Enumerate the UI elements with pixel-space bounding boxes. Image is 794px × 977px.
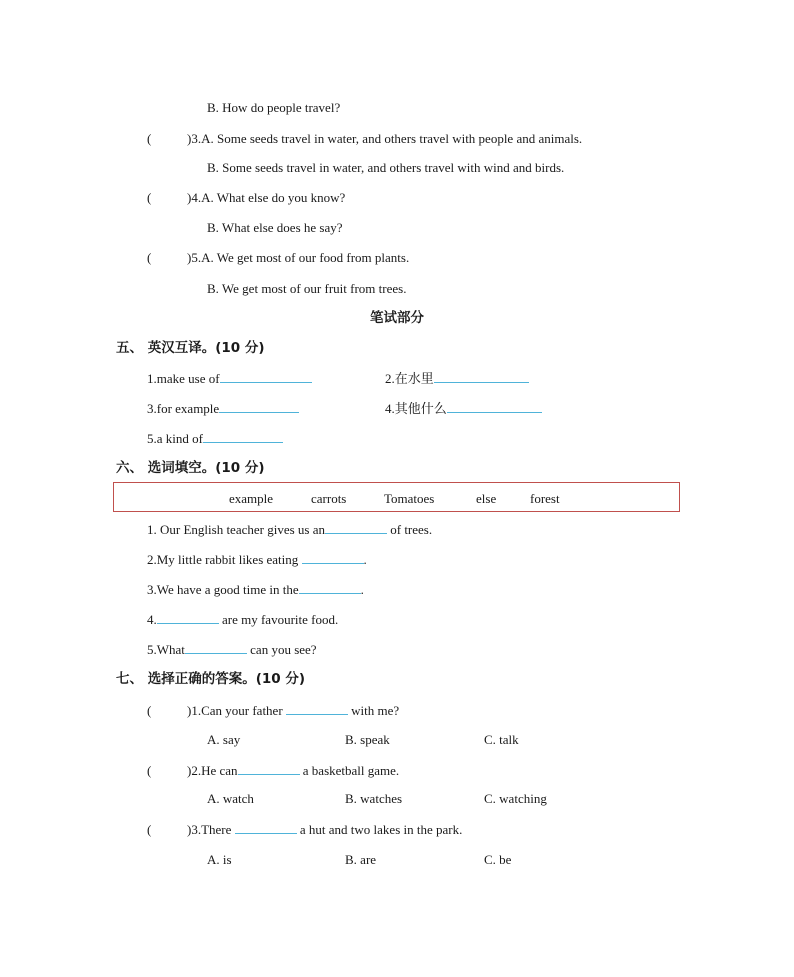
word-bank-item: example <box>229 491 274 506</box>
section7-q3: ( )3.There a hut and two lakes in the park. <box>147 822 463 837</box>
answer-paren[interactable]: ( <box>147 131 152 146</box>
answer-blank[interactable] <box>157 611 219 624</box>
section7-q1: ( )1.Can your father with me? <box>147 703 400 718</box>
section6-q1: 1. Our English teacher gives us an of trees. <box>147 522 433 537</box>
option-b[interactable]: B. are <box>345 852 377 867</box>
answer-blank[interactable] <box>302 551 364 564</box>
answer-paren[interactable]: ( <box>147 250 152 265</box>
section6-q4: 4. are my favourite food. <box>147 612 339 627</box>
answer-blank[interactable] <box>220 370 312 383</box>
listen-q4-option-b: B. What else does he say? <box>207 220 343 235</box>
word-bank-item: else <box>476 491 497 506</box>
listen-q3-option-b: B. Some seeds travel in water, and others travel with wind and birds. <box>207 160 565 175</box>
section5-heading: 五、 英汉互译。(10 分) <box>116 340 265 356</box>
answer-blank[interactable] <box>299 581 361 594</box>
answer-blank[interactable] <box>203 430 283 443</box>
section6-q2: 2.My little rabbit likes eating . <box>147 552 367 567</box>
section5-item-1: 1.make use of <box>147 370 312 387</box>
option-c[interactable]: C. be <box>484 852 512 867</box>
listen-q5-option-b: B. We get most of our fruit from trees. <box>207 281 407 296</box>
answer-blank[interactable] <box>238 762 300 775</box>
option-a[interactable]: A. watch <box>207 791 254 806</box>
answer-blank[interactable] <box>235 821 297 834</box>
section5-item-3: 3.for example <box>147 400 299 417</box>
listen-q4: ( )4.A. What else do you know? <box>147 190 346 205</box>
answer-blank[interactable] <box>219 400 299 413</box>
answer-paren[interactable]: ( <box>147 763 152 778</box>
section7-heading: 七、 选择正确的答案。(10 分) <box>116 671 306 687</box>
word-bank-item: carrots <box>311 491 347 506</box>
answer-paren[interactable]: ( <box>147 190 152 205</box>
section7-q2: ( )2.He can a basketball game. <box>147 763 400 778</box>
section6-heading: 六、 选词填空。(10 分) <box>116 460 265 476</box>
word-bank-item: Tomatoes <box>384 491 435 506</box>
listen-q3: ( )3.A. Some seeds travel in water, and others travel with people and animals. <box>147 131 583 146</box>
answer-paren[interactable]: ( <box>147 703 152 718</box>
answer-blank[interactable] <box>325 521 387 534</box>
option-a[interactable]: A. say <box>207 732 241 747</box>
listen-q2-option-b: B. How do people travel? <box>207 100 341 115</box>
option-a[interactable]: A. is <box>207 852 232 867</box>
section5-item-4: 4.其他什么 <box>385 400 542 417</box>
option-b[interactable]: B. watches <box>345 791 403 806</box>
option-b[interactable]: B. speak <box>345 732 390 747</box>
option-c[interactable]: C. watching <box>484 791 547 806</box>
listen-q5: ( )5.A. We get most of our food from plants. <box>147 250 410 265</box>
option-c[interactable]: C. talk <box>484 732 519 747</box>
answer-blank[interactable] <box>185 641 247 654</box>
section6-q5: 5.What can you see? <box>147 642 317 657</box>
answer-blank[interactable] <box>447 400 542 413</box>
section5-item-5: 5.a kind of <box>147 430 283 447</box>
written-part-title: 笔试部分 <box>370 310 424 326</box>
section6-q3: 3.We have a good time in the . <box>147 582 364 597</box>
section5-item-2: 2.在水里 <box>385 370 529 387</box>
answer-paren[interactable]: ( <box>147 822 152 837</box>
answer-blank[interactable] <box>286 702 348 715</box>
answer-blank[interactable] <box>434 370 529 383</box>
word-bank-item: forest <box>530 491 560 506</box>
word-bank-box <box>113 482 680 512</box>
